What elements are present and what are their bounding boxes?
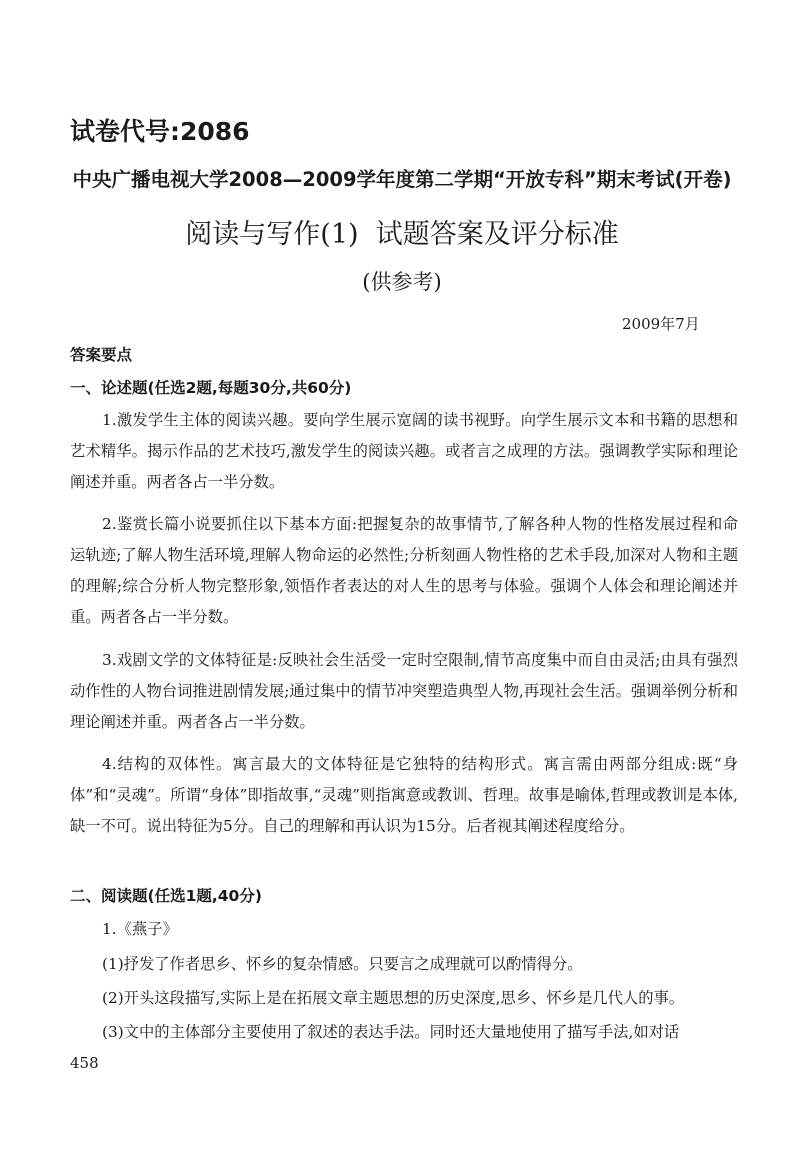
reading-answer-1: (1)抒发了作者思乡、怀乡的复杂情感。只要言之成理就可以酌情得分。: [102, 955, 583, 973]
answers-heading: 答案要点: [70, 346, 133, 364]
paper-code: 试卷代号:2086: [70, 117, 250, 146]
exam-date: 2009年7月: [622, 315, 700, 333]
essay-answer-2: 2.鉴赏长篇小说要抓住以下基本方面:把握复杂的故事情节,了解各种人物的性格发展过程和命运轨迹;了解人物生活环境,理解人物命运的必然性;分析刻画人物性格的艺术手段,加深对人物和主题的理解;综合分析人物完整形象,领悟作者表达的对人生的思考与体验。强调个人体会和理论阐述并重。两者各占一半分数。: [70, 515, 738, 626]
exam-title: 中央广播电视大学2008—2009学年度第二学期“开放专科”期末考试(开卷): [72, 168, 732, 191]
reference-note: (供参考): [362, 270, 442, 294]
subject-title: 阅读与写作(1) 试题答案及评分标准: [185, 219, 619, 250]
reading-title: 1.《燕子》: [102, 920, 178, 938]
page-number: 458: [70, 1054, 99, 1072]
reading-answer-3: (3)文中的主体部分主要使用了叙述的表达手法。同时还大量地使用了描写手法,如对话: [102, 1023, 680, 1041]
reading-answer-2: (2)开头这段描写,实际上是在拓展文章主题思想的历史深度,思乡、怀乡是几代人的事。: [102, 989, 685, 1007]
essay-answer-4: 4.结构的双体性。寓言最大的文体特征是它独特的结构形式。寓言需由两部分组成:既“身体”和“灵魂”。所谓“身体”即指故事,“灵魂”则指寓意或教训、哲理。故事是喻体,哲理或教训是本体,缺一不可。说出特征为5分。自己的理解和再认识为15分。后者视其阐述程度给分。: [70, 755, 738, 835]
section-2-heading: 二、阅读题(任选1题,40分): [70, 887, 262, 905]
essay-answer-3: 3.戏剧文学的文体特征是:反映社会生活受一定时空限制,情节高度集中而自由灵活;由具有强烈动作性的人物台词推进剧情发展;通过集中的情节冲突塑造典型人物,再现社会生活。强调举例分析和理论阐述并重。两者各占一半分数。: [70, 651, 738, 731]
essay-answer-1: 1.激发学生主体的阅读兴趣。要向学生展示宽阔的读书视野。向学生展示文本和书籍的思想和艺术精华。揭示作品的艺术技巧,激发学生的阅读兴趣。或者言之成理的方法。强调教学实际和理论阐述并重。两者各占一半分数。: [70, 411, 738, 491]
section-1-heading: 一、论述题(任选2题,每题30分,共60分): [70, 379, 352, 397]
